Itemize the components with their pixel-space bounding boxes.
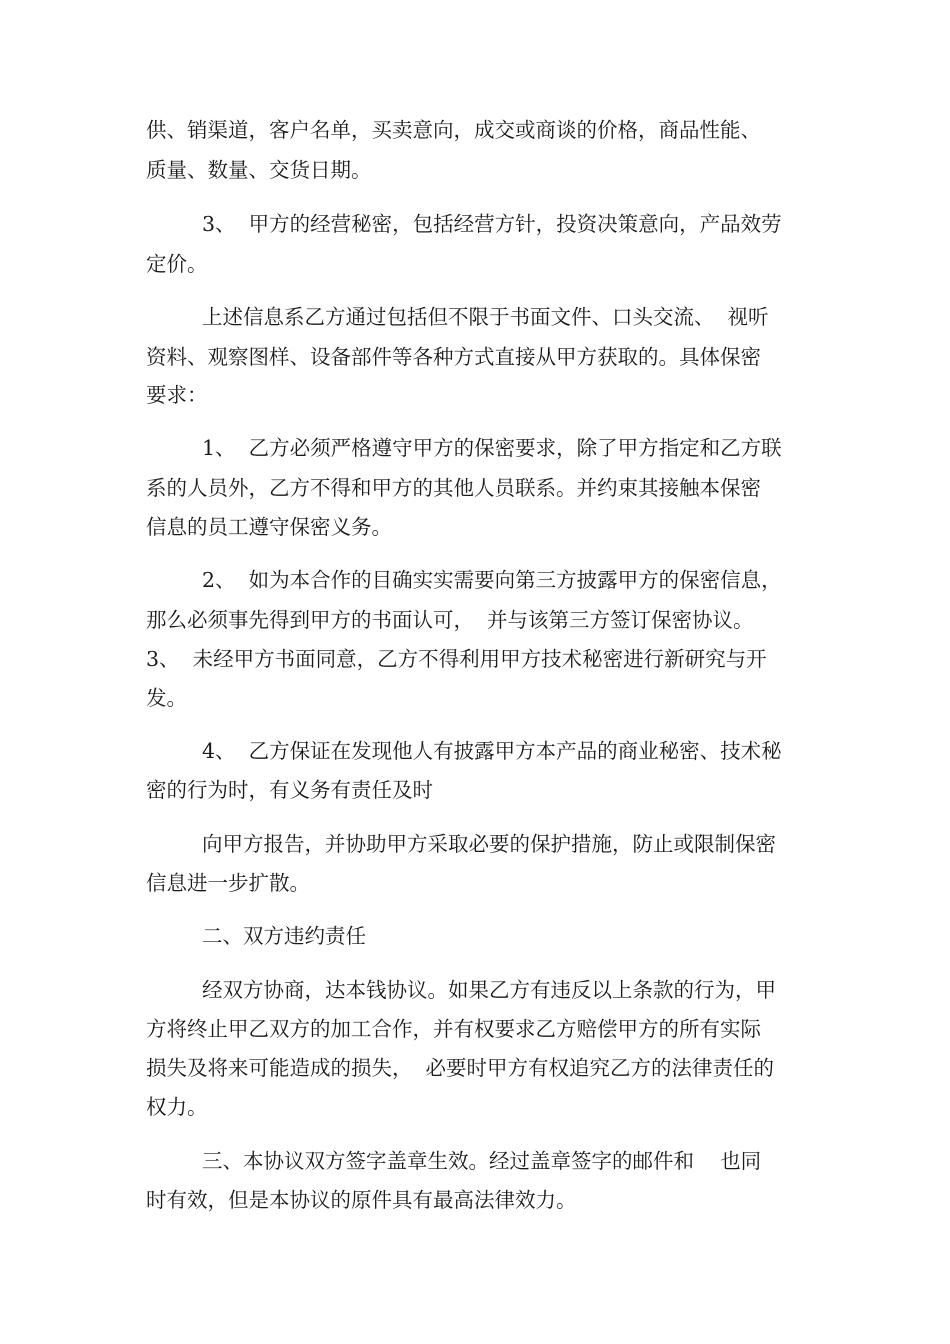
text-line: 损失及将来可能造成的损失， 必要时甲方有权追究乙方的法律责任的 — [146, 1056, 775, 1080]
text-line: 3、 甲方的经营秘密，包括经营方针，投资决策意向，产品效劳 — [202, 212, 782, 236]
text-line: 向甲方报告，并协助甲方采取必要的保护措施，防止或限制保密 — [202, 832, 776, 856]
text-line: 三、本协议双方签字盖章生效。经过盖章签字的邮件和 也同 — [202, 1149, 762, 1173]
section-heading: 二、双方违约责任 — [202, 924, 366, 948]
text-line: 4、 乙方保证在发现他人有披露甲方本产品的商业秘密、技术秘 — [202, 739, 782, 763]
text-line: 质量、数量、交货日期。 — [146, 158, 372, 182]
text-line: 资料、观察图样、设备部件等各种方式直接从甲方获取的。具体保密 — [146, 345, 761, 369]
text-line: 那么必须事先得到甲方的书面认可， 并与该第三方签订保密协议。 — [146, 608, 754, 632]
text-line: 密的行为时，有义务有责任及时 — [146, 778, 433, 802]
text-line: 供、销渠道，客户名单，买卖意向，成交或商谈的价格，商品性能、 — [146, 118, 761, 142]
text-line: 3、 未经甲方书面同意，乙方不得利用甲方技术秘密进行新研究与开 — [146, 647, 767, 671]
text-line: 方将终止甲乙双方的加工合作，并有权要求乙方赔偿甲方的所有实际 — [146, 1017, 761, 1041]
text-line: 上述信息系乙方通过包括但不限于书面文件、口头交流、 视听 — [202, 305, 769, 329]
text-line: 系的人员外，乙方不得和甲方的其他人员联系。并约束其接触本保密 — [146, 476, 761, 500]
text-line: 2、 如为本合作的目确实实需要向第三方披露甲方的保密信息， — [202, 568, 782, 592]
text-line: 经双方协商，达本钱协议。如果乙方有违反以上条款的行为，甲 — [202, 978, 776, 1002]
text-line: 1、 乙方必须严格遵守甲方的保密要求，除了甲方指定和乙方联 — [202, 436, 782, 460]
text-line: 要求： — [146, 383, 208, 407]
text-line: 权力。 — [146, 1095, 208, 1119]
text-line: 信息的员工遵守保密义务。 — [146, 515, 392, 539]
text-line: 信息进一步扩散。 — [146, 871, 310, 895]
text-line: 时有效，但是本协议的原件具有最高法律效力。 — [146, 1188, 577, 1212]
text-line: 定价。 — [146, 252, 208, 276]
text-line: 发。 — [146, 686, 187, 710]
